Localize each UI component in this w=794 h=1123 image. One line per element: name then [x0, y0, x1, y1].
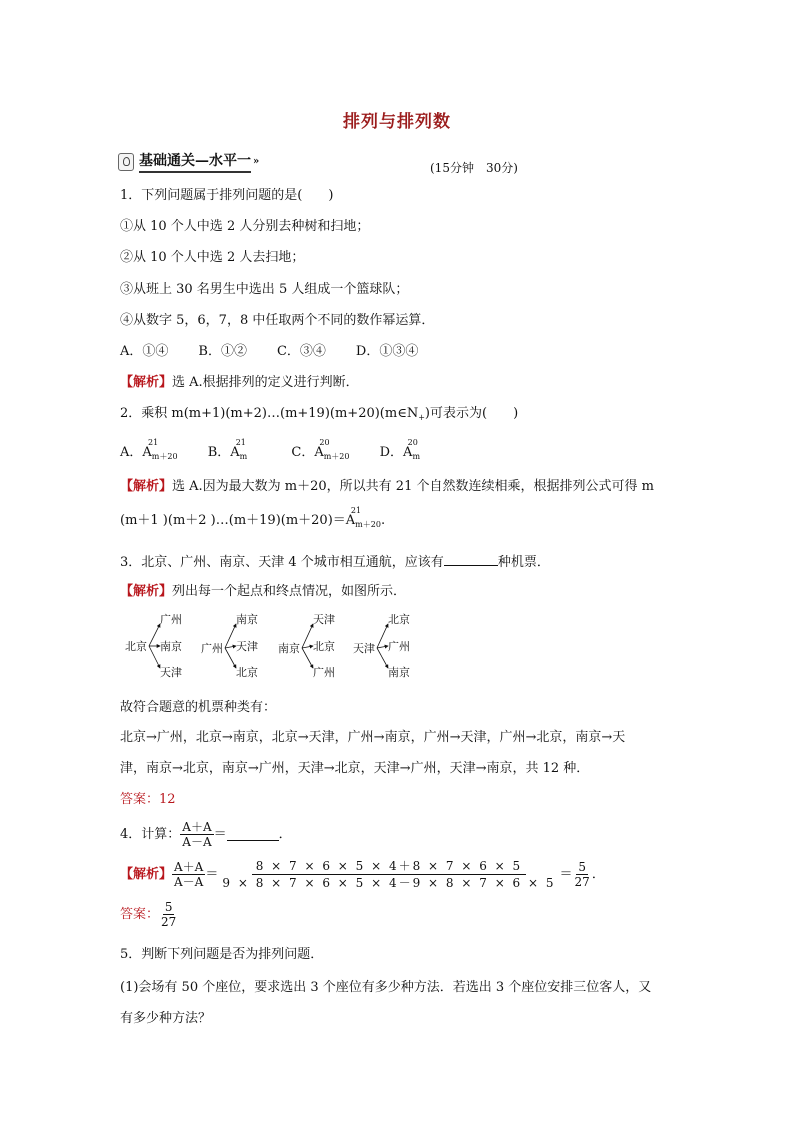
tree-1-root: 北京: [125, 640, 147, 653]
q2-option-b-up: 21: [235, 438, 246, 447]
q4-big-den: 9 × 8 × 7 × 6 × 5 × 4－9 × 8 × 7 × 6 × 5: [222, 876, 556, 890]
q1-option-d: D．①③④: [355, 344, 419, 359]
tree-2-leaf-1: 南京: [236, 613, 258, 626]
q2-stem-sub: +: [418, 413, 425, 422]
q4-big-fraction: [218, 858, 559, 891]
q4-answer: [120, 900, 178, 929]
q4-analysis-fraction: [172, 860, 205, 889]
tree-2-leaf-2: 天津: [236, 640, 258, 653]
q3-answer: 答案：12: [120, 792, 176, 807]
q2-analysis-line2: [120, 506, 386, 530]
tree-4: [353, 612, 410, 679]
q2-option-c-prefix: C．A: [291, 445, 324, 460]
q4-end: ．: [278, 826, 292, 842]
page-title: 排列与排列数: [343, 112, 451, 132]
q2-stem-b: )可表示为( ): [424, 406, 519, 421]
tree-1-leaf-3: 天津: [160, 666, 182, 679]
tree-2-root: 广州: [201, 642, 223, 655]
q2-option-a: [120, 438, 178, 462]
q4-res-den: 27: [574, 875, 590, 889]
q2-option-c: [291, 438, 350, 462]
q2-stem: [120, 406, 518, 426]
tree-4-leaf-1: 北京: [388, 613, 410, 626]
tree-1: [125, 612, 182, 679]
q2-analysis-up: 21: [350, 506, 362, 515]
analysis-tag: 【解析】: [120, 584, 173, 599]
q2-option-d-dn: m: [412, 452, 421, 461]
tree-2-leaf-3: 北京: [236, 666, 258, 679]
q1-item-1: ①从 10 个人中选 2 人分别去种树和扫地；: [120, 219, 370, 234]
q2-option-c-up: 20: [319, 438, 330, 447]
q1-stem: 1．下列问题属于排列问题的是( ): [120, 188, 334, 203]
tree-3-leaf-3: 广州: [313, 666, 335, 679]
q4-answer-num: 5: [164, 900, 173, 914]
q5-part1-line1: (1)会场有 50 个座位，要求选出 3 个座位有多少种方法．若选出 3 个座位安排三位客人，又: [120, 980, 652, 995]
tree-4-leaf-2: 广州: [388, 640, 410, 653]
q1-options: [120, 344, 448, 360]
q5-stem: 5．判断下列问题是否为排列问题．: [120, 947, 324, 962]
q1-option-c: C．③④: [276, 344, 326, 359]
q4-ana-eq-1: ＝: [205, 866, 219, 882]
q1-option-a: A．①④: [120, 344, 169, 359]
tree-4-root: 天津: [353, 642, 375, 655]
q3-result-line1: 北京→广州，北京→南京，北京→天津，广州→南京，广州→天津，广州→北京，南京→天: [120, 730, 626, 745]
q2-option-d-prefix: D．A: [379, 445, 413, 460]
section-heading: [118, 150, 259, 173]
q2-option-b-prefix: B．A: [207, 445, 240, 460]
q2-option-d: [379, 438, 421, 462]
q4-result-fraction: [573, 860, 592, 889]
q3-stem: [120, 553, 550, 571]
analysis-tag: 【解析】: [120, 375, 173, 390]
q1-analysis-text: 选 A.根据排列的定义进行判断．: [172, 375, 359, 390]
flight-tree-diagram: [120, 606, 430, 684]
chevron-right-icon: »: [253, 156, 260, 167]
section-label: 基础通关—水平一: [139, 150, 251, 173]
q2-analysis-text-2: (m＋1 )(m＋2 )…(m＋19)(m＋20)＝A: [120, 513, 356, 528]
q3-result-line2: 津，南京→北京，南京→广州，天津→北京，天津→广州，天津→南京，共 12 种．: [120, 761, 590, 776]
q4-ana-end: ．: [591, 866, 605, 882]
q2-analysis-formula: [120, 506, 386, 530]
q4-stem: [120, 820, 292, 849]
analysis-tag: 【解析】: [120, 866, 173, 882]
q3-stem-b: 种机票．: [497, 555, 550, 570]
q2-option-a-prefix: A．A: [120, 445, 152, 460]
q4-eq: ＝: [213, 826, 227, 842]
q3-stem-a: 3．北京、广州、南京、天津 4 个城市相互通航，应该有: [120, 555, 444, 570]
q4-answer-blank: [227, 828, 279, 841]
analysis-tag: 【解析】: [120, 479, 173, 494]
q1-item-2: ②从 10 个人中选 2 人去扫地；: [120, 250, 305, 265]
q2-option-b-dn: m: [239, 452, 248, 461]
q4-big-num: 8 × 7 × 6 × 5 × 4＋8 × 7 × 6 × 5: [252, 858, 527, 875]
tree-3-leaf-2: 北京: [313, 640, 335, 653]
q2-option-a-dn: m＋20: [151, 452, 178, 461]
q4-analysis: [120, 858, 605, 891]
q2-option-a-up: 21: [148, 438, 159, 447]
q2-option-d-up: 20: [407, 438, 418, 447]
q2-analysis-end: .: [380, 513, 386, 528]
q4-res-num: 5: [578, 860, 586, 874]
q2-stem-a: 2．乘积 m(m+1)(m+2)…(m+19)(m+20)(m∈N: [120, 406, 419, 421]
q2-analysis-dn: m＋20: [355, 520, 381, 529]
q1-item-4: ④从数字 5，6，7，8 中任取两个不同的数作幂运算．: [120, 313, 435, 328]
tree-2: [201, 612, 258, 679]
q2-option-b: [207, 438, 248, 462]
q3-answer-blank: [444, 553, 498, 566]
q4-fraction: [180, 820, 213, 849]
lightbulb-icon: [118, 153, 134, 171]
q2-analysis-text-1: 选 A.因为最大数为 m＋20，所以共有 21 个自然数连续相乘，根据排列公式可得 m: [172, 479, 654, 494]
q4-answer-den: 27: [161, 915, 177, 929]
q3-analysis-text: 列出每一个起点和终点情况，如图所示．: [172, 584, 407, 599]
q3-analysis: [120, 584, 406, 600]
q2-option-c-dn: m＋20: [323, 452, 350, 461]
q5-part1-line2: 有多少种方法？: [120, 1011, 212, 1026]
tree-3-root: 南京: [278, 642, 300, 655]
tree-3-leaf-1: 天津: [313, 613, 335, 626]
q2-options: [120, 438, 421, 462]
q2-analysis-line1: [120, 479, 654, 495]
q4-answer-fraction: [159, 900, 178, 929]
tree-4-leaf-3: 南京: [388, 666, 410, 679]
tree-3: [278, 612, 335, 679]
q4-ana-eq-2: ＝: [559, 866, 573, 882]
time-note: (15分钟 30分): [430, 161, 518, 175]
tree-1-leaf-1: 广州: [160, 613, 182, 626]
q1-option-b: B．①②: [198, 344, 247, 359]
tree-1-leaf-2: 南京: [160, 640, 182, 653]
q4-frac-den: A－A: [182, 835, 212, 849]
q1-item-3: ③从班上 30 名男生中选出 5 人组成一个篮球队；: [120, 282, 409, 297]
q1-analysis: [120, 375, 359, 391]
q3-result-intro: 故符合题意的机票种类有：: [120, 700, 277, 715]
q4-frac-num: A＋A: [182, 820, 212, 834]
q4-ana-frac-den: A－A: [174, 875, 204, 889]
q4-ana-frac-num: A＋A: [174, 860, 204, 874]
q4-stem-label: 4．计算：: [120, 826, 181, 842]
q4-answer-label: 答案：: [120, 906, 160, 922]
